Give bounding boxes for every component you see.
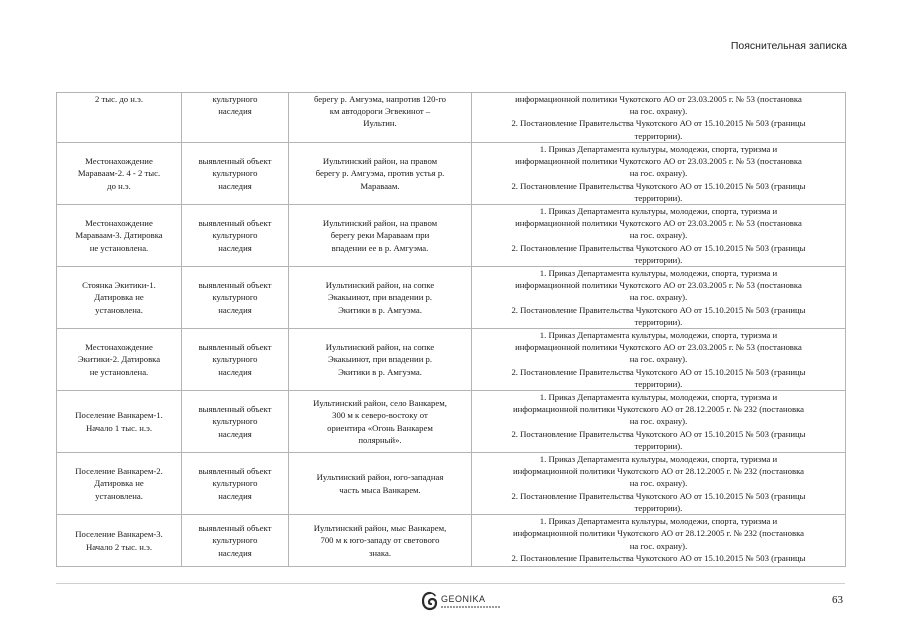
legal-documents-cell: 1. Приказ Департамента культуры, молодежи, спорта, туризма и информационной политики Чукотского АО от 28.12.2005 г. № 232 (постановка на гос. охрану). 2. Постановление Правительства Чукотского АО от 15.10.2015 № 503 (границы (472, 515, 846, 567)
document-header-title: Пояснительная записка (730, 40, 847, 52)
logo-tagline-line (441, 606, 501, 608)
object-name-cell: 2 тыс. до н.э. (57, 93, 182, 143)
object-location-cell: Иультинский район, село Ванкарем, 300 м к северо-востоку от ориентира «Огонь Ванкарем полярный». (289, 391, 472, 453)
table-row (57, 205, 846, 267)
object-name-cell: Местонахождение Мараваам-3. Датировка не установлена. (57, 205, 182, 267)
object-name-cell: Поселение Ванкарем-2. Датировка не установлена. (57, 453, 182, 515)
table-row (57, 143, 846, 205)
object-category-cell: выявленный объект культурного наследия (182, 515, 289, 567)
object-category-cell: выявленный объект культурного наследия (182, 391, 289, 453)
table-row (57, 515, 846, 567)
object-location-cell: Иультинский район, на сопке Экакыинот, при впадении р. Экитики в р. Амгуэма. (289, 267, 472, 329)
geonika-logo (422, 590, 501, 612)
object-location-cell: Иультинский район, на сопке Экакыинот, при впадении р. Экитики в р. Амгуэма. (289, 329, 472, 391)
legal-documents-cell: 1. Приказ Департамента культуры, молодежи, спорта, туризма и информационной политики Чукотского АО от 23.03.2005 г. № 53 (постановка на гос. охрану). 2. Постановление Правительства Чукотского АО от 15.10.2015 № 503 (границы территории). (472, 329, 846, 391)
legal-documents-cell: 1. Приказ Департамента культуры, молодежи, спорта, туризма и информационной политики Чукотского АО от 28.12.2005 г. № 232 (постановка на гос. охрану). 2. Постановление Правительства Чукотского АО от 15.10.2015 № 503 (границы территории). (472, 453, 846, 515)
heritage-objects-table (56, 92, 846, 567)
object-location-cell: берегу р. Амгуэма, напротив 120-го км автодороги Эгвекинот – Иультин. (289, 93, 472, 143)
object-category-cell: выявленный объект культурного наследия (182, 267, 289, 329)
object-category-cell: выявленный объект культурного наследия (182, 143, 289, 205)
geonika-swirl-logo-icon (422, 591, 438, 611)
table-row (57, 93, 846, 143)
object-name-cell: Стоянка Экитики-1. Датировка не установлена. (57, 267, 182, 329)
legal-documents-cell: 1. Приказ Департамента культуры, молодежи, спорта, туризма и информационной политики Чукотского АО от 23.03.2005 г. № 53 (постановка на гос. охрану). 2. Постановление Правительства Чукотского АО от 15.10.2015 № 503 (границы территории). (472, 143, 846, 205)
footer-divider (56, 583, 845, 584)
object-name-cell: Поселение Ванкарем-3. Начало 2 тыс. н.э. (57, 515, 182, 567)
object-location-cell: Иультинский район, на правом берегу реки Мараваам при впадении ее в р. Амгуэма. (289, 205, 472, 267)
table-row (57, 267, 846, 329)
table-row (57, 453, 846, 515)
object-category-cell: культурного наследия (182, 93, 289, 143)
object-category-cell: выявленный объект культурного наследия (182, 453, 289, 515)
legal-documents-cell: 1. Приказ Департамента культуры, молодежи, спорта, туризма и информационной политики Чукотского АО от 23.03.2005 г. № 53 (постановка на гос. охрану). 2. Постановление Правительства Чукотского АО от 15.10.2015 № 503 (границы территории). (472, 205, 846, 267)
legal-documents-cell: информационной политики Чукотского АО от 23.03.2005 г. № 53 (постановка на гос. охрану). 2. Постановление Правительства Чукотского АО от 15.10.2015 № 503 (границы территории). (472, 93, 846, 143)
table-row (57, 391, 846, 453)
logo-name: GEONIKA (441, 594, 486, 604)
object-name-cell: Поселение Ванкарем-1. Начало 1 тыс. н.э. (57, 391, 182, 453)
object-name-cell: Местонахождение Экитики-2. Датировка не установлена. (57, 329, 182, 391)
table-row (57, 329, 846, 391)
object-location-cell: Иультинский район, мыс Ванкарем, 700 м к юго-западу от светового знака. (289, 515, 472, 567)
page-number: 63 (832, 594, 843, 606)
legal-documents-cell: 1. Приказ Департамента культуры, молодежи, спорта, туризма и информационной политики Чукотского АО от 28.12.2005 г. № 232 (постановка на гос. охрану). 2. Постановление Правительства Чукотского АО от 15.10.2015 № 503 (границы территории). (472, 391, 846, 453)
object-category-cell: выявленный объект культурного наследия (182, 205, 289, 267)
legal-documents-cell: 1. Приказ Департамента культуры, молодежи, спорта, туризма и информационной политики Чукотского АО от 23.03.2005 г. № 53 (постановка на гос. охрану). 2. Постановление Правительства Чукотского АО от 15.10.2015 № 503 (границы территории). (472, 267, 846, 329)
object-category-cell: выявленный объект культурного наследия (182, 329, 289, 391)
object-location-cell: Иультинский район, юго-западная часть мыса Ванкарем. (289, 453, 472, 515)
object-location-cell: Иультинский район, на правом берегу р. Амгуэма, против устья р. Мараваам. (289, 143, 472, 205)
object-name-cell: Местонахождение Мараваам-2. 4 - 2 тыс. до н.э. (57, 143, 182, 205)
